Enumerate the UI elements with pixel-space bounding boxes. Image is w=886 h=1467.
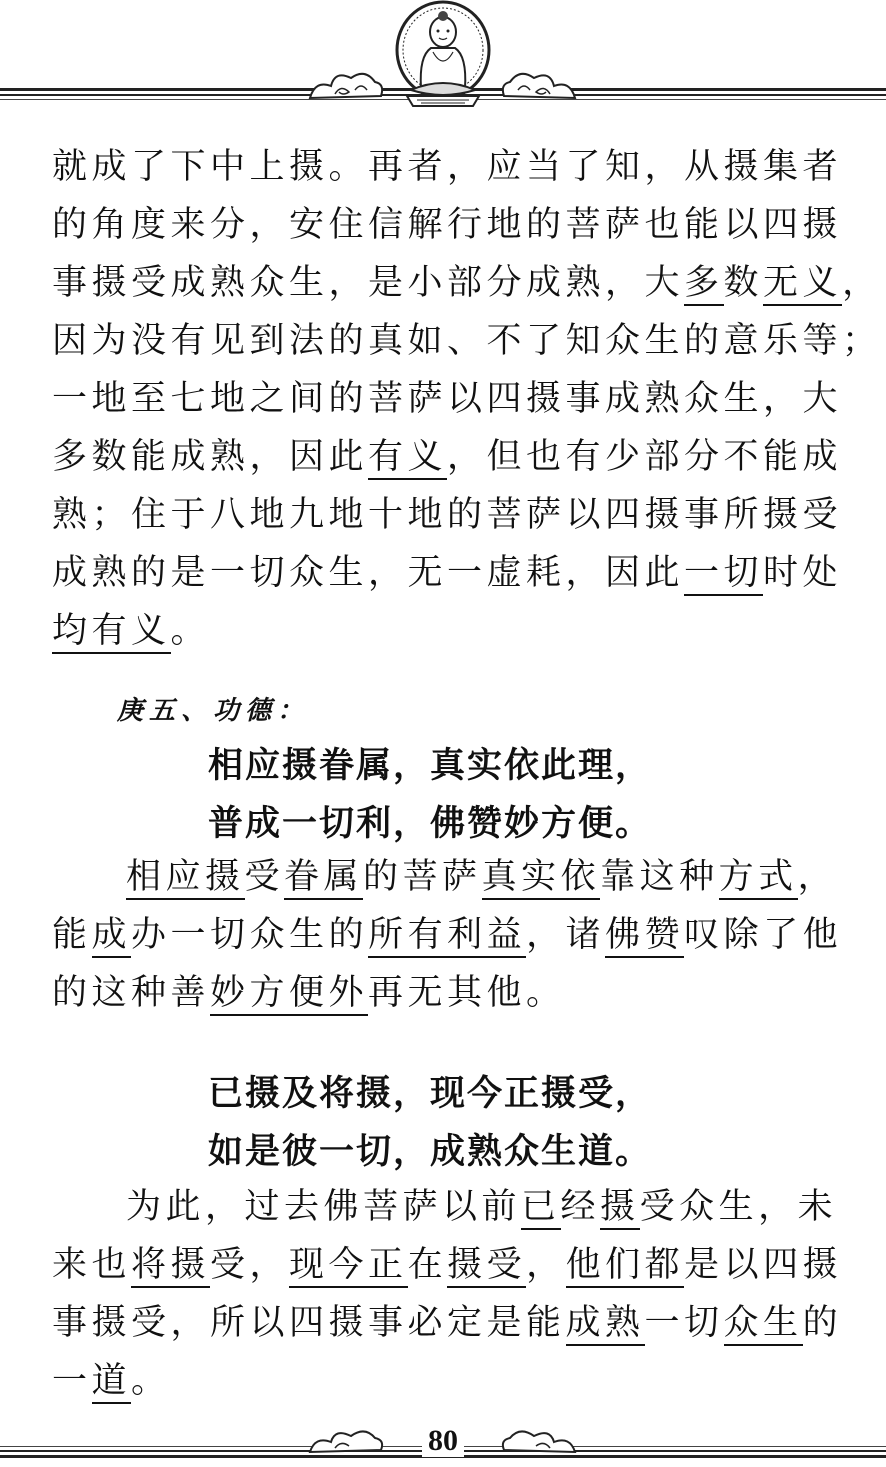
underlined-text: 多: [684, 263, 724, 306]
paragraph-1: [52, 138, 882, 660]
text-segment: 来也: [52, 1245, 132, 1285]
underlined-text: 现今正: [289, 1245, 408, 1288]
verse-1-line-1: 相应摄眷属，真实依此理，: [208, 746, 653, 786]
underlined-text: 摄: [600, 1187, 640, 1230]
text-segment: 经: [560, 1187, 601, 1227]
text-segment: 一切: [644, 1303, 724, 1343]
text-segment: 的菩萨: [363, 857, 482, 897]
underlined-text: 成: [92, 915, 132, 958]
cloud-ornament-right-icon: [500, 66, 580, 106]
text-segment: 一: [52, 1361, 92, 1401]
underlined-text: 均有义: [52, 611, 171, 654]
para3-line: [52, 1352, 842, 1410]
para1-line: [52, 486, 842, 544]
underlined-text: 已: [521, 1187, 561, 1230]
verse-1-line-2: 普成一切利，佛赞妙方便。: [208, 804, 653, 844]
paragraph-3: [52, 1178, 842, 1410]
underlined-text: 将摄: [131, 1245, 210, 1288]
text-segment: ，: [526, 1245, 566, 1285]
para1-line: [52, 428, 842, 486]
underlined-text: 佛赞: [605, 915, 684, 958]
verse-2-line-2: 如是彼一切，成熟众生道。: [208, 1132, 653, 1172]
text-segment: 的角度来分，安住信解行地的菩萨也能以四摄: [52, 205, 843, 245]
para2-line: [52, 964, 842, 1022]
para1-line: [52, 602, 842, 660]
verse-2-line-1: 已摄及将摄，现今正摄受，: [208, 1074, 653, 1114]
text-segment: 办: [131, 915, 171, 955]
para2-line: [52, 906, 842, 964]
text-segment: 受，: [210, 1245, 290, 1285]
para3-line: [52, 1236, 842, 1294]
text-segment: 的: [802, 1303, 843, 1343]
underlined-text: 无义: [763, 263, 842, 306]
underlined-text: 妙方便外: [210, 973, 368, 1016]
text-segment: 是以四摄: [684, 1245, 843, 1285]
page-number: [0, 1424, 886, 1458]
text-segment: 。: [131, 1361, 171, 1401]
underlined-text: 相应摄: [126, 857, 245, 900]
underlined-text: 众生: [724, 1303, 803, 1346]
para1-line: [52, 312, 882, 370]
para3-line: [52, 1294, 842, 1352]
text-segment: 多数能成熟，因此: [52, 437, 369, 477]
text-segment: 的这种善: [52, 973, 211, 1013]
text-segment: 事摄受成熟众生，是小部分成熟，大: [52, 263, 685, 303]
text-segment: 在: [407, 1245, 448, 1285]
para2-line: [52, 848, 842, 906]
paragraph-3-text: [52, 1178, 842, 1410]
text-segment: 一切: [170, 915, 250, 955]
text-segment: ，: [797, 857, 838, 897]
underlined-text: 眷属: [284, 857, 363, 900]
underlined-text: 摄受: [447, 1245, 526, 1288]
buddha-figure-icon: [393, 0, 493, 110]
underlined-text: 一切: [684, 553, 763, 596]
page-number-text: 80: [422, 1424, 464, 1457]
paragraph-2: [52, 848, 842, 1022]
text-segment: 能: [52, 915, 92, 955]
para3-line: [52, 1178, 842, 1236]
text-segment: 受: [244, 857, 285, 897]
underlined-text: 他们都: [566, 1245, 685, 1288]
para1-line: [52, 544, 842, 602]
underlined-text: 真实依: [482, 857, 601, 900]
section-heading: 庚五、功德：: [117, 696, 310, 726]
text-segment: 受众生，未: [639, 1187, 838, 1227]
text-segment: 叹除了他: [684, 915, 843, 955]
para1-line: [52, 196, 842, 254]
text-segment: ，诸: [526, 915, 606, 955]
text-segment: 靠这种: [600, 857, 719, 897]
text-segment: 一地至七地之间的菩萨以四摄事成熟众生，大: [52, 379, 843, 419]
underlined-text: 成熟: [566, 1303, 645, 1346]
underlined-text: 道: [92, 1361, 132, 1404]
text-segment: 就成了下中上摄。再者，应当了知，从摄集者: [52, 147, 843, 187]
text-segment: 。: [170, 611, 211, 651]
text-segment: 因为没有见到法的真如、不了知众生的意乐等；: [52, 321, 882, 361]
paragraph-2-text: [52, 848, 842, 1022]
para1-line: [52, 370, 842, 428]
para1-line: [52, 254, 882, 312]
text-segment: 熟；住于八地九地十地的菩萨以四摄事所摄受: [52, 495, 843, 535]
underlined-text: 有义: [368, 437, 447, 480]
underlined-text: 方式: [719, 857, 798, 900]
text-segment: 数: [723, 263, 764, 303]
paragraph-1-text: [52, 138, 882, 660]
text-segment: 为此，过去佛菩萨以前: [126, 1187, 522, 1227]
para1-line: [52, 138, 842, 196]
underlined-text: 所有利益: [368, 915, 526, 958]
text-segment: ，但也有少部分不能成: [447, 437, 843, 477]
text-segment: 众生的: [249, 915, 369, 955]
text-segment: 时处: [763, 553, 843, 593]
text-segment: 再无其他。: [368, 973, 566, 1013]
text-segment: ，: [842, 263, 882, 303]
text-segment: 事摄受，所以四摄事必定是能: [52, 1303, 566, 1343]
text-segment: 成熟的是一切众生，无一虚耗，因此: [52, 553, 685, 593]
cloud-ornament-left-icon: [305, 66, 385, 106]
